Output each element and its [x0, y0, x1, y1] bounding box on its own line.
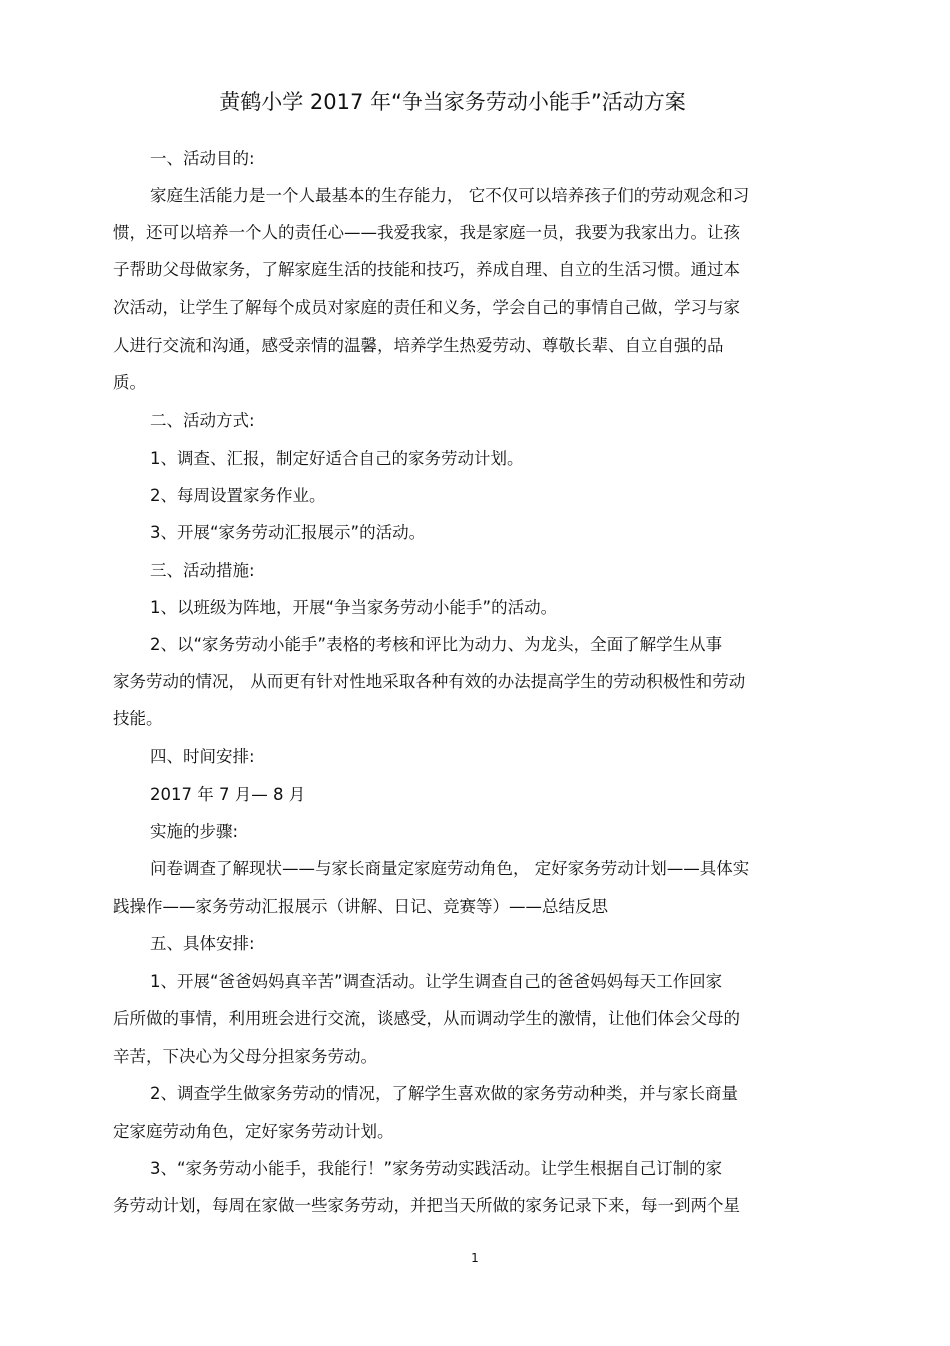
paragraph-line: 家庭生活能力是一个人最基本的生存能力， 它不仅可以培养孩子们的劳动观念和习	[150, 186, 750, 205]
paragraph-line: 务劳动计划，每周在家做一些家务劳动，并把当天所做的家务记录下来，每一到两个星	[113, 1196, 740, 1215]
paragraph-line: 问卷调查了解现状——与家长商量定家庭劳动角色， 定好家务劳动计划——具体实	[150, 859, 750, 878]
section-heading-method: 二、活动方式:	[150, 411, 255, 430]
section-heading-measures: 三、活动措施:	[150, 561, 255, 580]
list-item: 2、以“家务劳动小能手”表格的考核和评比为动力、为龙头，全面了解学生从事	[150, 635, 723, 654]
paragraph-line: 次活动，让学生了解每个成员对家庭的责任和义务，学会自己的事情自己做，学习与家	[113, 298, 740, 317]
list-item: 3、“家务劳动小能手，我能行！”家务劳动实践活动。让学生根据自己订制的家	[150, 1159, 723, 1178]
list-item: 2、每周设置家务作业。	[150, 486, 326, 505]
paragraph-line: 辛苦，下决心为父母分担家务劳动。	[113, 1047, 377, 1066]
schedule-date: 2017 年 7 月— 8 月	[150, 785, 306, 804]
paragraph-line: 技能。	[113, 709, 163, 728]
page-number: 1	[471, 1251, 479, 1265]
section-heading-arrangement: 五、具体安排:	[150, 934, 255, 953]
list-item: 1、以班级为阵地，开展“争当家务劳动小能手”的活动。	[150, 598, 558, 617]
list-item: 1、调查、汇报，制定好适合自己的家务劳动计划。	[150, 449, 524, 468]
document-title: 黄鹤小学 2017 年“争当家务劳动小能手”活动方案	[219, 90, 686, 114]
paragraph-line: 定家庭劳动角色，定好家务劳动计划。	[113, 1122, 394, 1141]
section-heading-purpose: 一、活动目的:	[150, 149, 255, 168]
list-item: 2、调查学生做家务劳动的情况，了解学生喜欢做的家务劳动种类，并与家长商量	[150, 1084, 738, 1103]
paragraph-line: 惯，还可以培养一个人的责任心——我爱我家，我是家庭一员，我要为我家出力。让孩	[113, 223, 740, 242]
steps-heading: 实施的步骤:	[150, 822, 239, 841]
paragraph-line: 后所做的事情，利用班会进行交流，谈感受，从而调动学生的激情，让他们体会父母的	[113, 1009, 740, 1028]
paragraph-line: 子帮助父母做家务，了解家庭生活的技能和技巧，养成自理、自立的生活习惯。通过本	[113, 260, 740, 279]
list-item: 3、开展“家务劳动汇报展示”的活动。	[150, 523, 426, 542]
section-heading-schedule: 四、时间安排:	[150, 747, 255, 766]
list-item: 1、开展“爸爸妈妈真辛苦”调查活动。让学生调查自己的爸爸妈妈每天工作回家	[150, 972, 723, 991]
paragraph-line: 人进行交流和沟通，感受亲情的温馨，培养学生热爱劳动、尊敬长辈、自立自强的品	[113, 336, 724, 355]
paragraph-line: 践操作——家务劳动汇报展示（讲解、日记、竞赛等）——总结反思	[113, 897, 608, 916]
paragraph-line: 质。	[113, 373, 146, 392]
paragraph-line: 家务劳动的情况， 从而更有针对性地采取各种有效的办法提高学生的劳动积极性和劳动	[113, 672, 746, 691]
